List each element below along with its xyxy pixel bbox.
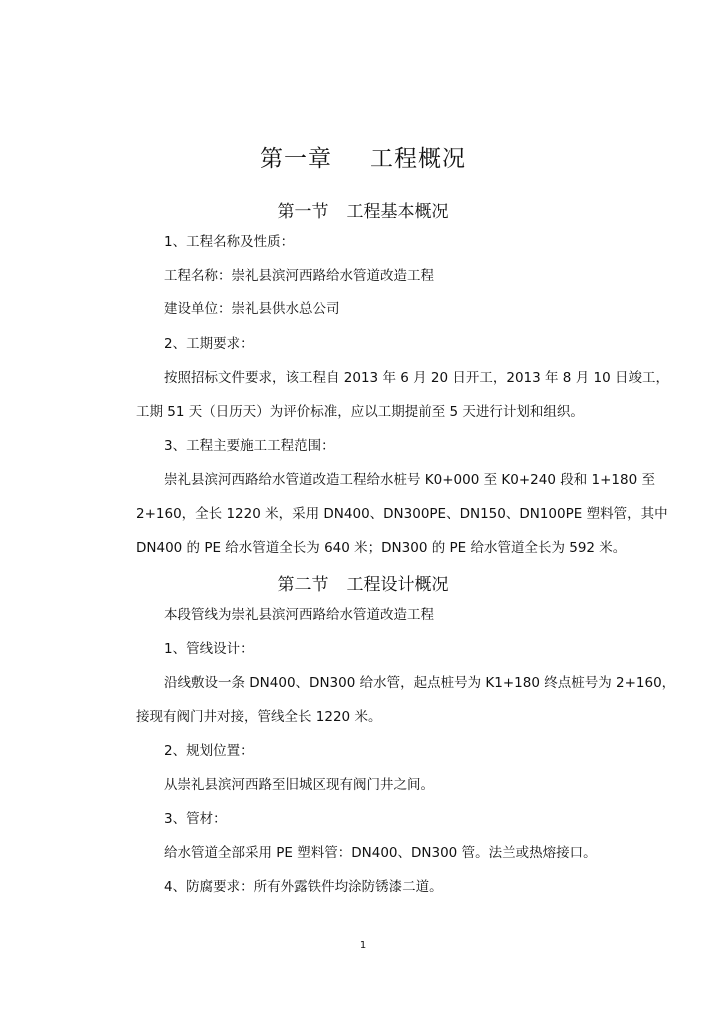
chapter-title: 工程概况 [370, 146, 466, 172]
paragraph-line: 3、管材： [164, 811, 227, 827]
page-number: 1 [359, 940, 367, 951]
section-2-title: 工程设计概况 [346, 575, 449, 595]
paragraph-line: 给水管道全部采用 PE 塑料管：DN400、DN300 管。法兰或热熔接口。 [164, 845, 597, 861]
chapter-heading [0, 140, 726, 173]
chapter-number: 第一章 [260, 146, 332, 172]
paragraph-line: 沿线敷设一条 DN400、DN300 给水管，起点桩号为 K1+180 终点桩号为 2+160， [164, 675, 676, 691]
paragraph-line: 2、工期要求： [164, 336, 254, 352]
paragraph-line: 崇礼县滨河西路给水管道改造工程给水桩号 K0+000 至 K0+240 段和 1+180 至 [164, 472, 655, 488]
section-2-number: 第二节 [277, 575, 329, 595]
paragraph-line: 4、防腐要求：所有外露铁件均涂防锈漆二道。 [164, 879, 443, 895]
paragraph-line: 工程名称：崇礼县滨河西路给水管道改造工程 [164, 268, 434, 284]
paragraph-line: 3、工程主要施工工程范围： [164, 438, 335, 454]
paragraph-line: 工期 51 天（日历天）为评价标准，应以工期提前至 5 天进行计划和组织。 [136, 404, 584, 420]
section-1-title: 工程基本概况 [346, 202, 449, 222]
paragraph-line: 2+160，全长 1220 米，采用 DN400、DN300PE、DN150、DN100PE 塑料管，其中 [136, 506, 668, 522]
paragraph-line: 从崇礼县滨河西路至旧城区现有阀门井之间。 [164, 777, 434, 793]
section-heading-1 [0, 197, 726, 222]
paragraph-line: 接现有阀门井对接，管线全长 1220 米。 [136, 709, 382, 725]
paragraph-line: 本段管线为崇礼县滨河西路给水管道改造工程 [164, 607, 434, 623]
paragraph-line: 建设单位：崇礼县供水总公司 [164, 301, 340, 317]
section-heading-2 [0, 570, 726, 595]
paragraph-line: 2、规划位置： [164, 743, 254, 759]
section-1-number: 第一节 [277, 202, 329, 222]
paragraph-line: 按照招标文件要求，该工程自 2013 年 6 月 20 日开工，2013 年 8 月 10 日竣工， [164, 370, 669, 386]
paragraph-line: 1、工程名称及性质： [164, 234, 295, 250]
paragraph-line: 1、管线设计： [164, 641, 254, 657]
paragraph-line: DN400 的 PE 给水管道全长为 640 米；DN300 的 PE 给水管道全长为 592 米。 [136, 540, 627, 556]
